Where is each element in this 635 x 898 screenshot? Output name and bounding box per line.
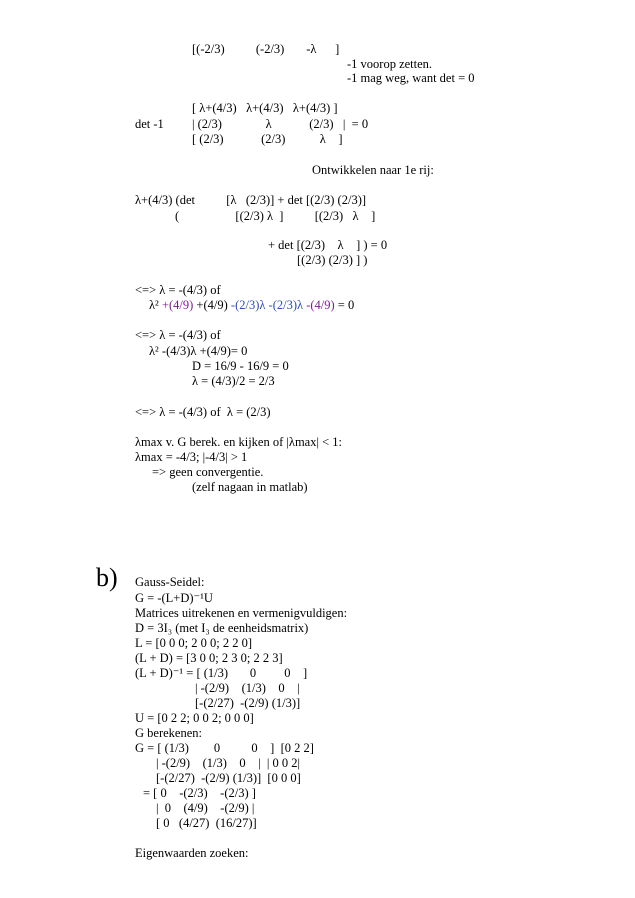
matrix-row: | -(2/9) (1/3) 0 | | 0 0 2| [156, 756, 301, 770]
equation-line: U = [0 2 2; 0 0 2; 0 0 0] [135, 711, 254, 725]
equation-line: <=> λ = -(4/3) of [135, 328, 221, 342]
matrix-row: | 0 (4/9) -(2/9) | [156, 801, 255, 815]
equation-line: ( [(2/3) λ ] [(2/3) λ ] [175, 209, 376, 223]
equation-line: <=> λ = -(4/3) of λ = (2/3) [135, 405, 271, 419]
matrix-row: [ (2/3) (2/3) λ ] [192, 132, 343, 146]
equation-line: λ = (4/3)/2 = 2/3 [192, 374, 275, 388]
matrix-row: | (2/3) λ (2/3) | = 0 [192, 117, 369, 131]
text-line: (zelf nagaan in matlab) [192, 480, 308, 494]
text-line: => geen convergentie. [152, 465, 264, 479]
text-line: Gauss-Seidel: [135, 575, 205, 589]
term-purple: -(4/9) [303, 298, 335, 312]
text-line: Eigenwaarden zoeken: [135, 846, 249, 860]
equation-line: λ+(4/3) (det [λ (2/3)] + det [(2/3) (2/3)] [135, 193, 367, 207]
term-purple: +(4/9) [161, 298, 194, 312]
matrix-row: [(-2/3) (-2/3) -λ ] [192, 42, 340, 56]
equation-line: L = [0 0 0; 2 0 0; 2 2 0] [135, 636, 252, 650]
note-line: -1 mag weg, want det = 0 [347, 71, 475, 85]
matrix-row: [ λ+(4/3) λ+(4/3) λ+(4/3) ] [192, 101, 338, 115]
matrix-row: [-(2/27) -(2/9) (1/3)] [0 0 0] [156, 771, 301, 785]
equation-line [149, 298, 354, 312]
equation-line: G = -(L+D)⁻¹U [135, 591, 213, 605]
equation-line: [(2/3) (2/3) ] ) [297, 253, 368, 267]
section-label: b) [96, 563, 118, 592]
text-line: Ontwikkelen naar 1e rij: [312, 163, 434, 177]
matrix-row: | -(2/9) (1/3) 0 | [195, 681, 300, 695]
matrix-row: = [ 0 -(2/3) -(2/3) ] [143, 786, 256, 800]
det-label: det -1 [135, 117, 164, 131]
equation-line: (L + D) = [3 0 0; 2 3 0; 2 2 3] [135, 651, 283, 665]
term: λ² [149, 298, 162, 312]
equation-line: λ² -(4/3)λ +(4/9)= 0 [149, 344, 248, 358]
equation-line: + det [(2/3) λ ] ) = 0 [268, 238, 388, 252]
note-line: -1 voorop zetten. [347, 57, 433, 71]
text-line: λmax v. G berek. en kijken of |λmax| < 1: [135, 435, 342, 449]
equation-line: D = 16/9 - 16/9 = 0 [192, 359, 289, 373]
text-line: Matrices uitrekenen en vermenigvuldigen: [135, 606, 348, 620]
term: = 0 [334, 298, 355, 312]
matrix-row: (L + D)⁻¹ = [ (1/3) 0 0 ] [135, 666, 308, 680]
matrix-row: [-(2/27) -(2/9) (1/3)] [195, 696, 301, 710]
text-line: λmax = -4/3; |-4/3| > 1 [135, 450, 248, 464]
text-line: G berekenen: [135, 726, 202, 740]
equation-line: D = 3I₃ (met I₃ de eenheidsmatrix) [135, 621, 309, 635]
term-blue: -(2/3)λ -(2/3)λ [230, 298, 304, 312]
equation-line: <=> λ = -(4/3) of [135, 283, 221, 297]
matrix-row: [ 0 (4/27) (16/27)] [156, 816, 257, 830]
term: +(4/9) [193, 298, 231, 312]
matrix-row: G = [ (1/3) 0 0 ] [0 2 2] [135, 741, 314, 755]
